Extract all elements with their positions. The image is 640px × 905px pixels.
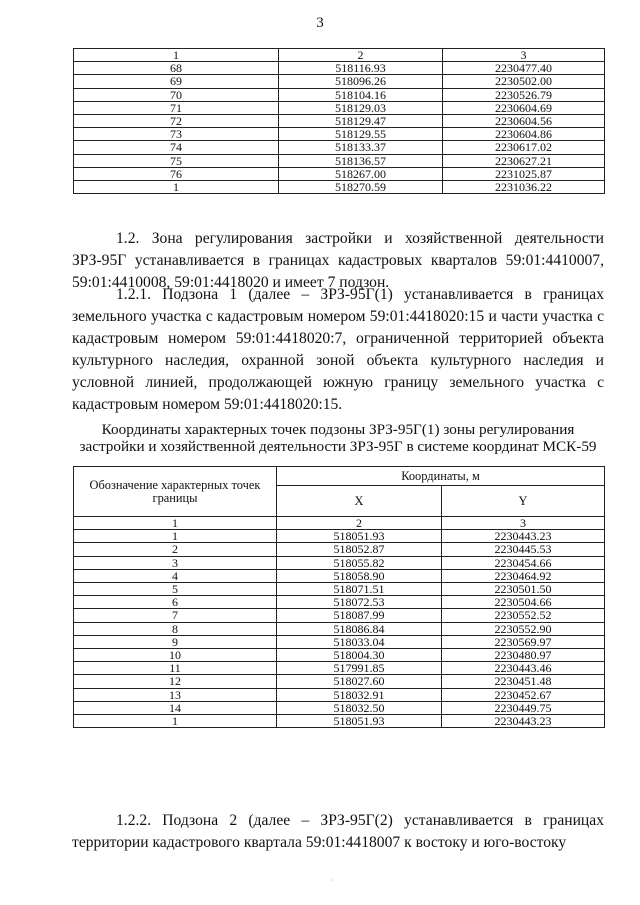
x-coordinate-cell: 518058.90 (277, 569, 442, 582)
coordinates-header: Координаты, м (277, 467, 605, 486)
table-row (74, 128, 605, 141)
point-id-cell: 74 (74, 141, 279, 154)
index-cell: 1 (74, 49, 279, 62)
table-row (74, 662, 605, 675)
table-row (74, 181, 605, 194)
point-id-cell: 5 (74, 583, 277, 596)
x-coordinate-cell: 518116.93 (279, 62, 443, 75)
x-coordinate-cell: 518267.00 (279, 167, 443, 180)
table-row (74, 88, 605, 101)
point-id-cell: 1 (74, 181, 279, 194)
x-coordinate-cell: 518136.57 (279, 154, 443, 167)
point-id-cell: 1 (74, 715, 277, 728)
table-row (74, 649, 605, 662)
x-coordinate-cell: 518087.99 (277, 609, 442, 622)
y-coordinate-cell: 2230627.21 (443, 154, 605, 167)
x-coordinate-cell: 518129.47 (279, 115, 443, 128)
table-index-row (74, 49, 605, 62)
point-id-cell: 11 (74, 662, 277, 675)
table-index-row (74, 517, 605, 530)
coordinates-table-subzone-1 (73, 466, 605, 728)
point-id-cell: 14 (74, 701, 277, 714)
paragraph-subzone-1-2-1: 1.2.1. Подзона 1 (далее – ЗРЗ-95Г(1) устанавливается в границах земельного участка с кадастровым номером 59:01:4418020:15 и части участка с кадастровым номером 59:01:4418020:7, ограниченной территорией объекта культурного наследия, охранной зоной объекта культурного наследия и условной линией, продолжающей южную границу земельного участка с кадастровым номером 59:01:4418020:15. (72, 286, 604, 413)
y-coordinate-cell: 2230480.97 (442, 649, 605, 662)
x-coordinate-cell: 518051.93 (277, 715, 442, 728)
y-coordinate-cell: 2230464.92 (442, 569, 605, 582)
point-id-cell: 71 (74, 101, 279, 114)
y-coordinate-cell: 2230451.48 (442, 675, 605, 688)
y-coordinate-cell: 2230443.23 (442, 715, 605, 728)
x-coordinate-cell: 518033.04 (277, 635, 442, 648)
point-id-cell: 75 (74, 154, 279, 167)
index-cell: 2 (279, 49, 443, 62)
x-coordinate-cell: 518086.84 (277, 622, 442, 635)
table2-body (74, 467, 605, 728)
point-id-cell: 12 (74, 675, 277, 688)
point-id-cell: 73 (74, 128, 279, 141)
boundary-point-header: Обозначение характерных точек границы (74, 467, 277, 517)
x-coordinate-cell: 518004.30 (277, 649, 442, 662)
x-coordinate-cell: 518129.03 (279, 101, 443, 114)
table-row (74, 583, 605, 596)
x-coordinate-cell: 518032.91 (277, 688, 442, 701)
point-id-cell: 2 (74, 543, 277, 556)
index-cell: 3 (443, 49, 605, 62)
x-coordinate-cell: 518027.60 (277, 675, 442, 688)
y-coordinate-cell: 2230569.97 (442, 635, 605, 648)
x-coordinate-cell: 518052.87 (277, 543, 442, 556)
y-coordinate-cell: 2230477.40 (443, 62, 605, 75)
table-caption: Координаты характерных точек подзоны ЗРЗ-95Г(1) зоны регулирования застройки и хозяйственной деятельности ЗРЗ-95Г в системе координат МСК-59 (79, 421, 597, 455)
y-coordinate-cell: 2230604.86 (443, 128, 605, 141)
x-coordinate-cell: 518051.93 (277, 530, 442, 543)
paragraph-subzone-1-2-2: 1.2.2. Подзона 2 (далее – ЗРЗ-95Г(2) устанавливается в границах территории кадастрового квартала 59:01:4418007 к востоку и юго-востоку (72, 812, 604, 851)
point-id-cell: 13 (74, 688, 277, 701)
y-coordinate-cell: 2230502.00 (443, 75, 605, 88)
table1-body (74, 49, 605, 194)
page-number: 3 (316, 15, 324, 31)
table-row (74, 141, 605, 154)
table-row (74, 635, 605, 648)
point-id-cell: 3 (74, 556, 277, 569)
table-row (74, 543, 605, 556)
point-id-cell: 69 (74, 75, 279, 88)
y-coordinate-cell: 2230454.66 (442, 556, 605, 569)
y-coordinate-cell: 2230501.50 (442, 583, 605, 596)
point-id-cell: 9 (74, 635, 277, 648)
x-coordinate-cell: 518072.53 (277, 596, 442, 609)
point-id-cell: 7 (74, 609, 277, 622)
point-id-cell: 76 (74, 167, 279, 180)
x-coordinate-cell: 517991.85 (277, 662, 442, 675)
y-coordinate-cell: 2230443.23 (442, 530, 605, 543)
table-row (74, 609, 605, 622)
y-coordinate-cell: 2231025.87 (443, 167, 605, 180)
x-coordinate-cell: 518071.51 (277, 583, 442, 596)
y-coordinate-cell: 2230443.46 (442, 662, 605, 675)
y-coordinate-cell: 2230552.52 (442, 609, 605, 622)
x-coordinate-cell: 518133.37 (279, 141, 443, 154)
y-coordinate-cell: 2230552.90 (442, 622, 605, 635)
table-row (74, 154, 605, 167)
point-id-cell: 6 (74, 596, 277, 609)
x-coordinate-cell: 518129.55 (279, 128, 443, 141)
table-row (74, 701, 605, 714)
y-coordinate-cell: 2230617.02 (443, 141, 605, 154)
table-row (74, 530, 605, 543)
table-row (74, 167, 605, 180)
table-row (74, 115, 605, 128)
point-id-cell: 4 (74, 569, 277, 582)
y-header: Y (442, 486, 605, 517)
table-row (74, 675, 605, 688)
y-coordinate-cell: 2230604.56 (443, 115, 605, 128)
point-id-cell: 8 (74, 622, 277, 635)
point-id-cell: 1 (74, 530, 277, 543)
x-coordinate-cell: 518096.26 (279, 75, 443, 88)
table-row (74, 688, 605, 701)
y-coordinate-cell: 2230504.66 (442, 596, 605, 609)
table-row (74, 622, 605, 635)
x-coordinate-cell: 518032.50 (277, 701, 442, 714)
index-cell: 1 (74, 517, 277, 530)
point-id-cell: 10 (74, 649, 277, 662)
index-cell: 2 (277, 517, 442, 530)
paragraph-zone-1-2: 1.2. Зона регулирования застройки и хозяйственной деятельности ЗРЗ-95Г устанавливается в границах кадастровых кварталов 59:01:4410007, 59:01:4410008, 59:01:4418020 и имеет 7 подзон. (72, 230, 604, 291)
y-coordinate-cell: 2231036.22 (443, 181, 605, 194)
table-row (74, 62, 605, 75)
table-row (74, 75, 605, 88)
table-row (74, 556, 605, 569)
x-coordinate-cell: 518270.59 (279, 181, 443, 194)
x-coordinate-cell: 518104.16 (279, 88, 443, 101)
y-coordinate-cell: 2230449.75 (442, 701, 605, 714)
table-row (74, 596, 605, 609)
y-coordinate-cell: 2230452.67 (442, 688, 605, 701)
coordinates-table-continued (73, 48, 605, 194)
y-coordinate-cell: 2230526.79 (443, 88, 605, 101)
point-id-cell: 68 (74, 62, 279, 75)
table-row (74, 569, 605, 582)
x-coordinate-cell: 518055.82 (277, 556, 442, 569)
table-row (74, 101, 605, 114)
y-coordinate-cell: 2230604.69 (443, 101, 605, 114)
index-cell: 3 (442, 517, 605, 530)
table-row (74, 715, 605, 728)
x-header: X (277, 486, 442, 517)
point-id-cell: 72 (74, 115, 279, 128)
point-id-cell: 70 (74, 88, 279, 101)
y-coordinate-cell: 2230445.53 (442, 543, 605, 556)
scan-artifact: · (330, 876, 333, 885)
